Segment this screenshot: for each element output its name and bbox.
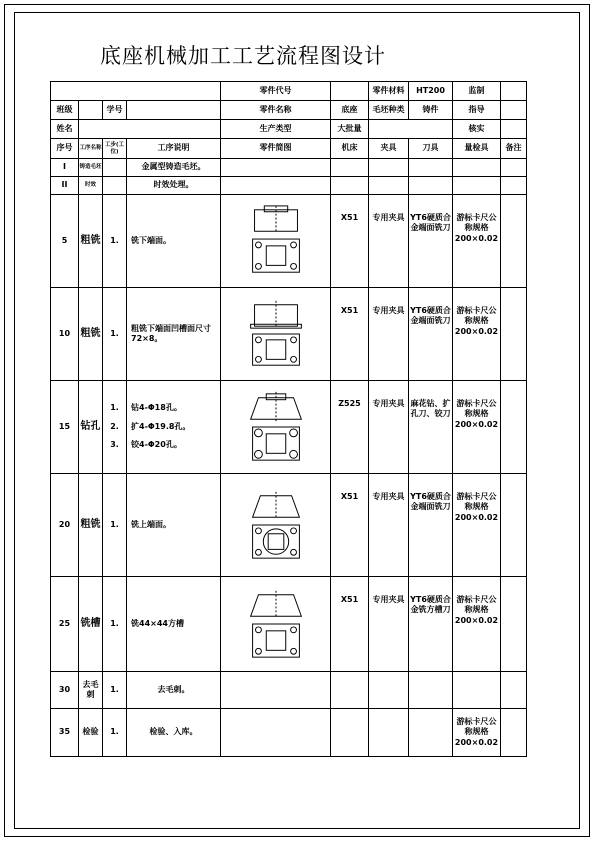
col-process-name: 工序名称 xyxy=(79,139,103,159)
table-row xyxy=(51,381,527,474)
row-no: 10 xyxy=(51,288,79,381)
blank-type-label: 毛坯种类 xyxy=(369,101,409,120)
row-step: 1. xyxy=(103,709,127,757)
row-gauge: 游标卡尺公称规格200×0.02 xyxy=(453,474,501,577)
row-description: 铰4-Φ20孔。 xyxy=(131,440,182,450)
part-sketch xyxy=(237,201,315,281)
row-tool: 麻花钻、扩孔刀、铰刀 xyxy=(409,381,453,474)
page-title: 底座机械加工工艺流程图设计 xyxy=(100,44,386,68)
row-process-name: 铸造毛坯 xyxy=(79,159,103,177)
row-sketch xyxy=(221,288,331,381)
row-fixture: 专用夹具 xyxy=(369,381,409,474)
row-description: 铣44×44方槽 xyxy=(127,577,221,672)
row-step xyxy=(103,177,127,195)
row-description: 时效处理。 xyxy=(127,177,221,195)
instructor-value xyxy=(501,101,527,120)
row-description: 去毛刺。 xyxy=(127,672,221,709)
table-row xyxy=(51,709,527,757)
col-tool: 刀具 xyxy=(409,139,453,159)
row-tool: YT6硬质合金铣方槽刀 xyxy=(409,577,453,672)
row-gauge: 游标卡尺公称规格200×0.02 xyxy=(453,288,501,381)
row-step: 3. xyxy=(110,440,119,450)
process-table xyxy=(50,81,527,757)
class-label: 班级 xyxy=(51,101,79,120)
row-step xyxy=(103,159,127,177)
part-code-value xyxy=(331,82,369,101)
row-process-name: 铣槽 xyxy=(79,577,103,672)
row-machine: X51 xyxy=(331,577,369,672)
header-blank xyxy=(51,82,221,101)
column-header-row xyxy=(51,139,527,159)
table-row xyxy=(51,177,527,195)
row-machine: X51 xyxy=(331,474,369,577)
header-row-1 xyxy=(51,82,527,101)
row-no: I xyxy=(51,159,79,177)
material-value: HT200 xyxy=(409,82,453,101)
row-machine: X51 xyxy=(331,288,369,381)
part-name-value: 底座 xyxy=(331,101,369,120)
row-description: 扩4-Φ19.8孔。 xyxy=(131,421,191,431)
row-sketch xyxy=(221,577,331,672)
part-name-label: 零件名称 xyxy=(221,101,331,120)
table-row xyxy=(51,672,527,709)
row-description: 铣上端面。 xyxy=(127,474,221,577)
row-step: 1. xyxy=(103,288,127,381)
row-process-name: 检验 xyxy=(79,709,103,757)
row-fixture: 专用夹具 xyxy=(369,195,409,288)
row-fixture: 专用夹具 xyxy=(369,288,409,381)
row-step: 1. xyxy=(103,474,127,577)
row-description: 检验、入库。 xyxy=(127,709,221,757)
row-tool: YT6硬质合金端面铣刀 xyxy=(409,195,453,288)
name-label: 姓名 xyxy=(51,120,79,139)
row-sketch xyxy=(221,195,331,288)
row-no: 30 xyxy=(51,672,79,709)
row-step: 2. xyxy=(110,421,119,431)
col-seq: 序号 xyxy=(51,139,79,159)
row-description-list xyxy=(127,381,221,474)
row-machine: Z525 xyxy=(331,381,369,474)
row-description: 金属型铸造毛坯。 xyxy=(127,159,221,177)
part-sketch xyxy=(237,584,315,664)
row-step: 1. xyxy=(103,672,127,709)
row-description: 钻4-Φ18孔。 xyxy=(131,403,182,413)
name-value xyxy=(79,120,221,139)
row-no: II xyxy=(51,177,79,195)
row-gauge: 游标卡尺公称规格200×0.02 xyxy=(453,381,501,474)
table-row xyxy=(51,474,527,577)
row-gauge: 游标卡尺公称规格200×0.02 xyxy=(453,709,501,757)
col-fixture: 夹具 xyxy=(369,139,409,159)
instructor-label: 指导 xyxy=(453,101,501,120)
header-row-2 xyxy=(51,101,527,120)
col-machine: 机床 xyxy=(331,139,369,159)
col-gauge: 量检具 xyxy=(453,139,501,159)
row-step: 1. xyxy=(110,403,119,413)
table-row xyxy=(51,288,527,381)
header-row-3 xyxy=(51,120,527,139)
row-process-name: 时效 xyxy=(79,177,103,195)
supervisor-label: 监制 xyxy=(453,82,501,101)
col-sketch: 零件简图 xyxy=(221,139,331,159)
row-no: 15 xyxy=(51,381,79,474)
part-sketch xyxy=(237,387,315,467)
production-type-value: 大批量 xyxy=(331,120,369,139)
col-description: 工序说明 xyxy=(127,139,221,159)
row-process-name: 钻孔 xyxy=(79,381,103,474)
row-description: 铣下端面。 xyxy=(127,195,221,288)
part-sketch xyxy=(237,485,315,565)
row-sketch xyxy=(221,381,331,474)
row-tool: YT6硬质合金端面铣刀 xyxy=(409,474,453,577)
row-gauge: 游标卡尺公称规格200×0.02 xyxy=(453,577,501,672)
row-step: 1. xyxy=(103,577,127,672)
student-no-label: 学号 xyxy=(103,101,127,120)
student-no-value xyxy=(127,101,221,120)
row-step-list xyxy=(103,381,127,474)
row-fixture: 专用夹具 xyxy=(369,577,409,672)
row-description: 粗铣下端面凹槽面尺寸72×8。 xyxy=(127,288,221,381)
col-remark: 备注 xyxy=(501,139,527,159)
table-row xyxy=(51,577,527,672)
row-gauge: 游标卡尺公称规格200×0.02 xyxy=(453,195,501,288)
supervisor-value xyxy=(501,82,527,101)
row-no: 20 xyxy=(51,474,79,577)
blank-type-value: 铸件 xyxy=(409,101,453,120)
row-machine: X51 xyxy=(331,195,369,288)
row-process-name: 去毛刺 xyxy=(79,672,103,709)
row-sketch xyxy=(221,474,331,577)
production-type-blank xyxy=(369,120,453,139)
row-process-name: 粗铣 xyxy=(79,288,103,381)
review-label: 核实 xyxy=(453,120,501,139)
table-row xyxy=(51,195,527,288)
row-no: 25 xyxy=(51,577,79,672)
review-value xyxy=(501,120,527,139)
production-type-label: 生产类型 xyxy=(221,120,331,139)
table-row xyxy=(51,159,527,177)
col-step: 工步(工位) xyxy=(103,139,127,159)
row-fixture: 专用夹具 xyxy=(369,474,409,577)
row-process-name: 粗铣 xyxy=(79,195,103,288)
class-value xyxy=(79,101,103,120)
part-sketch xyxy=(237,294,315,374)
material-label: 零件材料 xyxy=(369,82,409,101)
row-no: 35 xyxy=(51,709,79,757)
row-no: 5 xyxy=(51,195,79,288)
row-process-name: 粗铣 xyxy=(79,474,103,577)
row-tool: YT6硬质合金端面铣刀 xyxy=(409,288,453,381)
row-step: 1. xyxy=(103,195,127,288)
part-code-label: 零件代号 xyxy=(221,82,331,101)
